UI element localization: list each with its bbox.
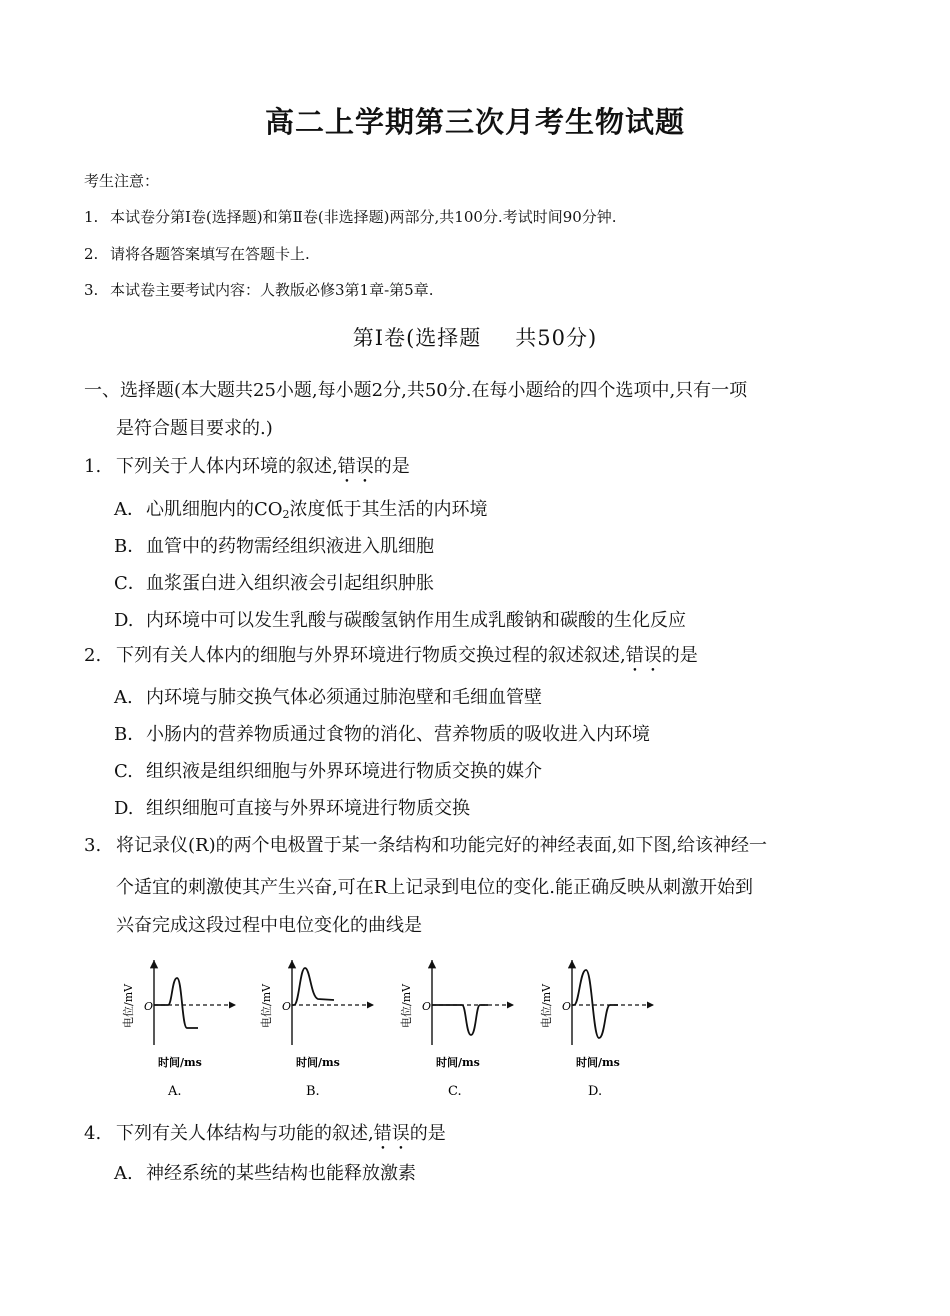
graph-b (259, 960, 374, 1099)
option-d (114, 794, 470, 820)
notice-item (84, 243, 310, 264)
option-letter: A. (114, 687, 133, 708)
question-number: 4. (84, 1123, 102, 1144)
notice-item (84, 279, 433, 300)
x-axis-label: 时间/ms (576, 1056, 620, 1069)
graph-label: D. (588, 1084, 603, 1099)
notice-text: 本试卷分第Ⅰ卷(选择题)和第Ⅱ卷(非选择题)两部分,共100分.考试时间90分钟. (110, 208, 617, 226)
x-axis-label: 时间/ms (436, 1056, 480, 1069)
option-b (114, 720, 650, 746)
stem-text: 下列关于人体内环境的叙述, (116, 456, 338, 477)
potential-curves-figure (118, 950, 678, 1110)
emphasis-word: 错误 (337, 456, 374, 477)
graph-label: B. (306, 1084, 320, 1099)
graph-label: A. (168, 1084, 182, 1099)
notice-heading: 考生注意： (84, 172, 160, 190)
question-3-stem-cont: 兴奋完成这段过程中电位变化的曲线是 (116, 915, 422, 936)
option-c (114, 569, 434, 595)
exam-title: 高二上学期第三次月考生物试题 (264, 105, 685, 139)
option-letter: C. (114, 761, 133, 782)
question-4-stem (84, 1119, 446, 1154)
option-text: 内环境中可以发生乳酸与碳酸氢钠作用生成乳酸钠和碳酸的生化反应 (146, 610, 686, 631)
stem-text: 下列有关人体结构与功能的叙述, (116, 1123, 374, 1144)
notice-number: 3. (84, 281, 99, 299)
option-text: 内环境与肺交换气体必须通过肺泡壁和毛细血管壁 (146, 687, 542, 708)
emphasis-word: 错误 (625, 645, 662, 666)
notice-number: 2. (84, 245, 99, 263)
y-axis-label: 电位/mV (122, 983, 135, 1028)
y-axis-label: 电位/mV (400, 983, 413, 1028)
part-instructions-cont: 是符合题目要求的.) (116, 418, 273, 439)
graph-label: C. (448, 1084, 462, 1099)
option-letter: A. (114, 1163, 133, 1184)
graph-c (399, 960, 514, 1099)
y-axis-label: 电位/mV (260, 983, 273, 1028)
option-text: 神经系统的某些结构也能释放激素 (146, 1163, 416, 1184)
part-instructions: 一、选择题(本大题共25小题,每小题2分,共50分.在每小题给的四个选项中,只有一项 (84, 380, 748, 401)
subscript: 2 (282, 508, 290, 521)
emphasis-word: 错误 (373, 1123, 410, 1144)
option-b (114, 532, 434, 558)
option-d (114, 606, 686, 632)
option-text: 血管中的药物需经组织液进入肌细胞 (146, 536, 434, 557)
origin-label: O (422, 1000, 432, 1013)
notice-item (84, 206, 617, 227)
option-a (114, 1159, 416, 1185)
question-number: 2. (84, 645, 102, 666)
option-letter: B． (114, 724, 146, 745)
question-1-stem (84, 452, 410, 487)
option-letter: B． (114, 536, 146, 557)
graph-a (121, 960, 236, 1099)
curves-svg (118, 950, 678, 1110)
origin-label: O (144, 1000, 154, 1013)
option-text: 血浆蛋白进入组织液会引起组织肿胀 (146, 573, 434, 594)
question-number: 1. (84, 456, 102, 477)
question-3-stem (84, 831, 767, 857)
question-number: 3. (84, 835, 102, 856)
origin-label: O (282, 1000, 292, 1013)
option-letter: A． (114, 499, 145, 520)
stem-text: 下列有关人体内的细胞与外界环境进行物质交换过程的叙述叙述, (116, 645, 626, 666)
stem-text-end: 的是 (661, 645, 698, 666)
y-axis-label: 电位/mV (540, 983, 553, 1028)
option-c (114, 757, 542, 783)
question-2-stem (84, 641, 698, 676)
notice-text: 请将各题答案填写在答题卡上. (110, 245, 310, 263)
option-a (114, 495, 488, 521)
option-text: 组织液是组织细胞与外界环境进行物质交换的媒介 (146, 761, 542, 782)
notice-number: 1. (84, 208, 99, 226)
stem-text-end: 的是 (373, 456, 410, 477)
option-text: 组织细胞可直接与外界环境进行物质交换 (146, 798, 470, 819)
option-text-end: 浓度低于其生活的内环境 (289, 499, 488, 520)
section-heading (0, 322, 950, 352)
question-3-stem-cont: 个适宜的刺激使其产生兴奋,可在R上记录到电位的变化.能正确反映从刺激开始到 (116, 877, 753, 898)
option-a (114, 683, 542, 709)
stem-text: 将记录仪(R)的两个电极置于某一条结构和功能完好的神经表面,如下图,给该神经一 (116, 835, 768, 856)
option-text: 心肌细胞内的CO (146, 499, 283, 520)
section-heading-right: 共50分) (515, 326, 598, 350)
option-letter: C． (114, 573, 146, 594)
origin-label: O (562, 1000, 572, 1013)
x-axis-label: 时间/ms (158, 1056, 202, 1069)
option-letter: D. (114, 798, 134, 819)
stem-text-end: 的是 (409, 1123, 446, 1144)
section-heading-left: 第Ⅰ卷(选择题 (352, 326, 482, 350)
option-text: 小肠内的营养物质通过食物的消化、营养物质的吸收进入内环境 (146, 724, 650, 745)
x-axis-label: 时间/ms (296, 1056, 340, 1069)
graph-d (539, 960, 654, 1099)
option-letter: D. (114, 610, 134, 631)
notice-text: 本试卷主要考试内容：人教版必修3第1章-第5章. (110, 281, 434, 299)
